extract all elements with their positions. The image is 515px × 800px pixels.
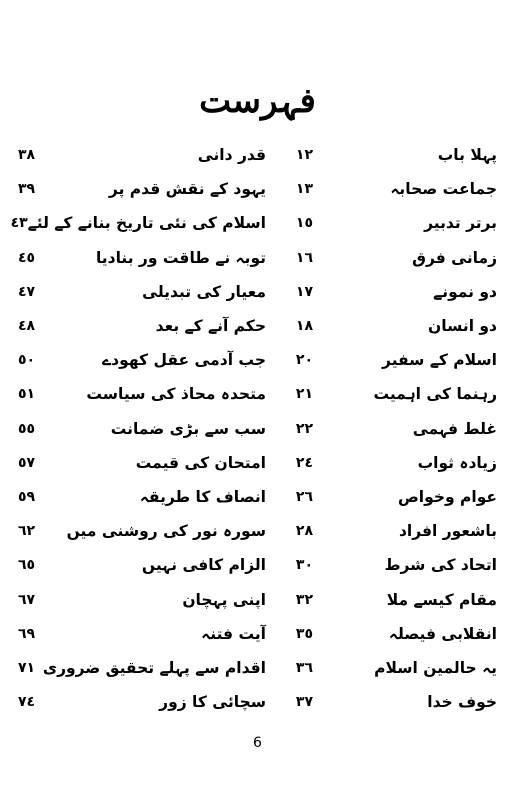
toc-entry-title: آیت فتنہ [201, 624, 266, 643]
toc-entry-page: ١٥ [295, 215, 313, 232]
toc-entry-title: سورہ نور کی روشنی میں [66, 522, 266, 541]
toc-entry-title: جماعت صحابہ [390, 180, 497, 199]
toc-entry-page: ٢٢ [295, 420, 313, 437]
toc-entry-page: ٣٨ [18, 147, 36, 164]
toc-entry-page: ٣٢ [295, 591, 313, 608]
toc-left-entry[interactable] [18, 488, 266, 506]
toc-entry-page: ٥٧ [18, 454, 36, 471]
toc-entry-title: غلط فہمی [412, 419, 497, 438]
toc-left-entry[interactable] [10, 214, 266, 233]
toc-right-entry[interactable] [267, 454, 497, 472]
toc-entry-title: باشعور افراد [398, 522, 497, 541]
toc-entry-title: الزام کافی نہیں [141, 556, 266, 575]
toc-entry-page: ٧٤ [18, 694, 36, 711]
toc-right-entry[interactable] [267, 180, 497, 198]
toc-entry-title: برتر تدبیر [424, 214, 497, 233]
toc-entry-page: ١٨ [295, 318, 313, 335]
toc-entry-page: ٦٥ [18, 557, 36, 574]
toc-right-entry[interactable] [267, 351, 497, 369]
toc-entry-title: عوام وخواص [397, 487, 497, 506]
toc-entry-page: ١٧ [295, 283, 313, 300]
page-number: 6 [253, 735, 262, 751]
toc-entry-page: ١٣ [295, 181, 313, 198]
toc-row [18, 651, 497, 685]
toc-left-entry[interactable] [18, 351, 266, 369]
toc-right-entry[interactable] [267, 283, 497, 301]
toc-entry-title: قدر دانی [197, 146, 266, 165]
toc-entry-title: اقدام سے پہلے تحقیق ضروری [42, 658, 266, 677]
toc-entry-title: دو انسان [428, 317, 497, 336]
toc-left-entry[interactable] [18, 420, 266, 438]
toc-left-entry[interactable] [18, 385, 266, 403]
toc-row [18, 480, 497, 514]
toc-entry-title: زیادہ ثواب [417, 453, 497, 472]
toc-left-entry[interactable] [18, 522, 266, 540]
toc-entry-page: ٥٠ [18, 352, 36, 369]
toc-entry-title: یہ حالمین اسلام [374, 658, 497, 677]
toc-row [18, 241, 497, 275]
toc-entry-page: ٢١ [295, 386, 313, 403]
toc-entry-page: ٣٠ [295, 557, 313, 574]
toc-row [18, 548, 497, 582]
toc-entry-title: توبہ نے طاقت ور بنادیا [95, 248, 266, 267]
toc-entry-page: ٣٩ [18, 181, 36, 198]
toc-row [18, 412, 497, 446]
toc-entry-title: سچائی کا زور [159, 693, 266, 712]
toc-left-entry[interactable] [18, 317, 266, 335]
toc-right-entry[interactable] [267, 591, 497, 609]
toc-entry-page: ٣٥ [295, 625, 313, 642]
toc-entry-page: ٦٧ [18, 591, 36, 608]
toc-row [18, 685, 497, 719]
toc-entry-title: انقلابی فیصلہ [388, 624, 497, 643]
toc-entry-title: دو نمونے [433, 282, 497, 301]
toc-right-entry[interactable] [267, 214, 497, 232]
toc-right-entry[interactable] [267, 556, 497, 574]
toc-left-entry[interactable] [18, 283, 266, 301]
toc-entry-page: ١٢ [295, 147, 313, 164]
toc-right-entry[interactable] [267, 146, 497, 164]
toc-entry-title: اسلام کی نئی تاریخ بنانے کے لئے [27, 214, 266, 233]
toc-entry-page: ٢٨ [295, 523, 313, 540]
toc-right-entry[interactable] [267, 420, 497, 438]
toc-entry-page: ٣٧ [295, 694, 313, 711]
toc-row [18, 172, 497, 206]
toc-entry-page: ٢٤ [295, 454, 313, 471]
toc-row [18, 514, 497, 548]
toc-right-entry[interactable] [267, 488, 497, 506]
toc-entry-title: انصاف کا طریقہ [139, 487, 266, 506]
toc-row [18, 275, 497, 309]
toc-entry-title: معیار کی تبدیلی [142, 282, 266, 301]
toc-row [18, 309, 497, 343]
toc-entry-page: ٥٥ [18, 420, 36, 437]
toc-row [10, 206, 497, 240]
toc-entry-page: ٢٦ [295, 488, 313, 505]
toc-row [18, 617, 497, 651]
toc-entry-page: ٤٣ [10, 215, 28, 232]
toc-row [18, 377, 497, 411]
toc-right-entry[interactable] [267, 522, 497, 540]
toc-left-entry[interactable] [18, 556, 266, 574]
toc-left-entry[interactable] [18, 659, 266, 677]
toc-entry-title: خوف خدا [427, 693, 497, 712]
toc-right-entry[interactable] [267, 625, 497, 643]
toc-right-entry[interactable] [267, 249, 497, 267]
toc-left-entry[interactable] [18, 146, 266, 164]
toc-entry-title: جب آدمی عقل کھودے [102, 351, 266, 370]
page-title: فہرست [199, 81, 316, 121]
toc-left-entry[interactable] [18, 591, 266, 609]
toc-entry-page: ٢٠ [295, 352, 313, 369]
toc-entry-title: اپنی پہچان [182, 590, 266, 609]
toc-entry-title: اتحاد کی شرط [384, 556, 497, 575]
toc-entry-title: اسلام کے سفیر [382, 351, 497, 370]
toc-row [18, 343, 497, 377]
table-of-contents [10, 138, 497, 719]
toc-entry-title: رہنما کی اہمیت [373, 385, 497, 404]
toc-entry-page: ٦٩ [18, 625, 36, 642]
toc-left-entry[interactable] [18, 693, 266, 711]
toc-entry-page: ٥٩ [18, 488, 36, 505]
toc-row [18, 446, 497, 480]
toc-entry-title: زمانی فرق [412, 248, 497, 267]
toc-entry-title: پہلا باب [437, 146, 497, 165]
toc-entry-title: حکم آنے کے بعد [155, 317, 266, 336]
toc-row [18, 582, 497, 616]
toc-entry-page: ٤٥ [18, 249, 36, 266]
toc-entry-page: ٤٧ [18, 283, 36, 300]
toc-entry-page: ٧١ [18, 659, 36, 676]
toc-entry-page: ٣٦ [295, 659, 313, 676]
toc-entry-page: ٥١ [18, 386, 36, 403]
toc-left-entry[interactable] [18, 180, 266, 198]
toc-right-entry[interactable] [267, 317, 497, 335]
toc-entry-page: ٦٢ [18, 523, 36, 540]
toc-entry-title: امتحان کی قیمت [135, 453, 266, 472]
toc-left-entry[interactable] [18, 625, 266, 643]
toc-left-entry[interactable] [18, 454, 266, 472]
toc-entry-title: سب سے بڑی ضمانت [110, 419, 266, 438]
toc-entry-page: ١٦ [295, 249, 313, 266]
toc-entry-title: مقام کیسے ملا [386, 590, 497, 609]
toc-entry-title: متحدہ محاذ کی سیاست [86, 385, 266, 404]
toc-entry-title: یہود کے نقش قدم پر [108, 180, 266, 199]
toc-left-entry[interactable] [18, 249, 266, 267]
toc-right-entry[interactable] [267, 659, 497, 677]
toc-row [18, 138, 497, 172]
toc-entry-page: ٤٨ [18, 318, 36, 335]
toc-right-entry[interactable] [267, 693, 497, 711]
toc-right-entry[interactable] [267, 385, 497, 403]
